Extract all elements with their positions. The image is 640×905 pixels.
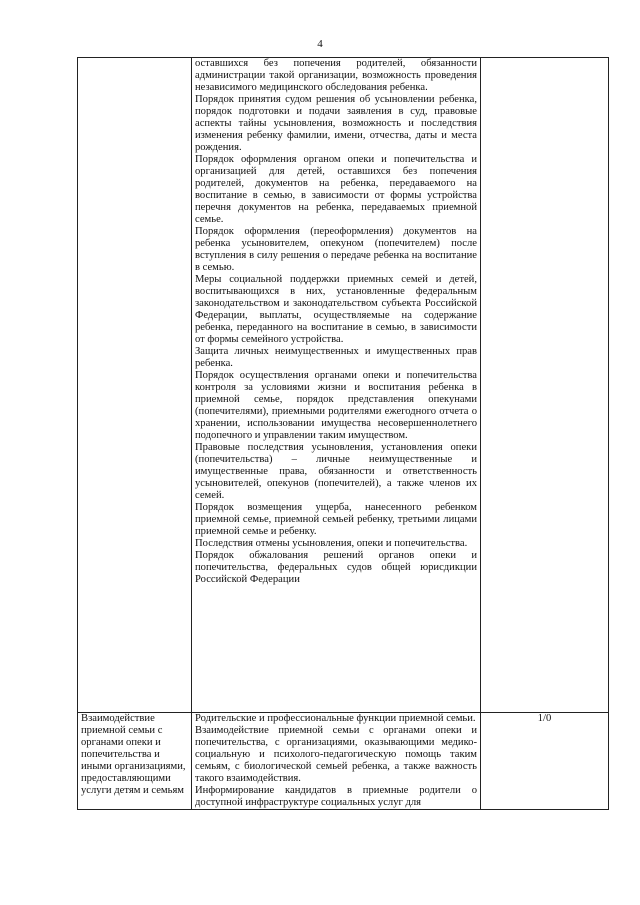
hours-cell bbox=[481, 58, 609, 713]
section-title: Взаимодействие приемной семьи с органами опеки и попечительства и иными организациями, предоставляющими услуги детям и семьям bbox=[81, 713, 186, 796]
section-title-cell bbox=[78, 58, 192, 713]
content-paragraph: Порядок оформления (переоформления) документов на ребенка усыновителем, опекуном (попечителем) после вступления в силу решения о передаче ребенка на воспитание в семью. bbox=[195, 226, 477, 273]
content-paragraph: Правовые последствия усыновления, установления опеки (попечительства) – личные неимущественные и имущественные права, обязанности и ответственность усыновителей, опекунов (попечителей), а также членов их семей. bbox=[195, 442, 477, 501]
table-row bbox=[78, 58, 609, 713]
content-cell bbox=[192, 713, 481, 810]
content-paragraph: Последствия отмены усыновления, опеки и попечительства. bbox=[195, 538, 468, 549]
content-paragraph: Порядок оформления органом опеки и попечительства и организацией для детей, оставшихся без попечения родителей, документов на ребенка, передаваемого на воспитание в семью, в зависимости от формы устройства перечня документов на ребенка, передаваемых приемной семье. bbox=[195, 154, 477, 225]
hours-cell bbox=[481, 713, 609, 810]
content-paragraph: Порядок обжалования решений органов опеки и попечительства, федеральных судов общей юрисдикции Российской Федерации bbox=[195, 550, 477, 585]
content-paragraph: Порядок возмещения ущерба, нанесенного ребенком приемной семье, приемной семьей ребенку, третьими лицами приемной семье и ребенку. bbox=[195, 502, 477, 537]
content-paragraph: Родительские и профессиональные функции приемной семьи. bbox=[195, 713, 476, 724]
curriculum-table bbox=[77, 57, 609, 810]
content-cell bbox=[192, 58, 481, 713]
content-paragraph: Информирование кандидатов в приемные родители о доступной инфраструктуре социальных услуг для bbox=[195, 785, 477, 808]
content-paragraph: Порядок осуществления органами опеки и попечительства контроля за условиями жизни и воспитания ребенка в приемной семье, порядок представления опекунами (попечителями), приемными родителями ежегодного отчета о хранении, использовании имущества несовершеннолетнего подопечного и управлении таким имуществом. bbox=[195, 370, 477, 441]
content-paragraph: Меры социальной поддержки приемных семей и детей, воспитывающихся в них, установленные федеральным законодательством и законодательством субъекта Российской Федерации, выплаты, осуществляемые на содержание ребенка, переданного на воспитание в семью, в зависимости от формы семейного устройства. bbox=[195, 274, 477, 345]
section-title-cell bbox=[78, 713, 192, 810]
hours-value: 1/0 bbox=[537, 713, 552, 724]
table-row bbox=[78, 713, 609, 810]
content-paragraph: оставшихся без попечения родителей, обязанности администрации такой организации, возможность проведения независимого медицинского обследования ребенка. bbox=[195, 58, 477, 93]
content-paragraph: Взаимодействие приемной семьи с органами опеки и попечительства, с организациями, оказывающими медико-социальную и психолого-педагогическую помощь таким семьям, с биологической семьей ребенка, а также важность такого взаимодействия. bbox=[195, 725, 477, 784]
content-paragraph: Защита личных неимущественных и имущественных прав ребенка. bbox=[195, 346, 477, 369]
content-paragraph: Порядок принятия судом решения об усыновлении ребенка, порядок подготовки и подачи заявления в суд, правовые аспекты тайны усыновления, возможность и последствия изменения ребенку фамилии, имени, отчества, даты и места рождения. bbox=[195, 94, 477, 153]
page-number: 4 bbox=[317, 38, 323, 50]
